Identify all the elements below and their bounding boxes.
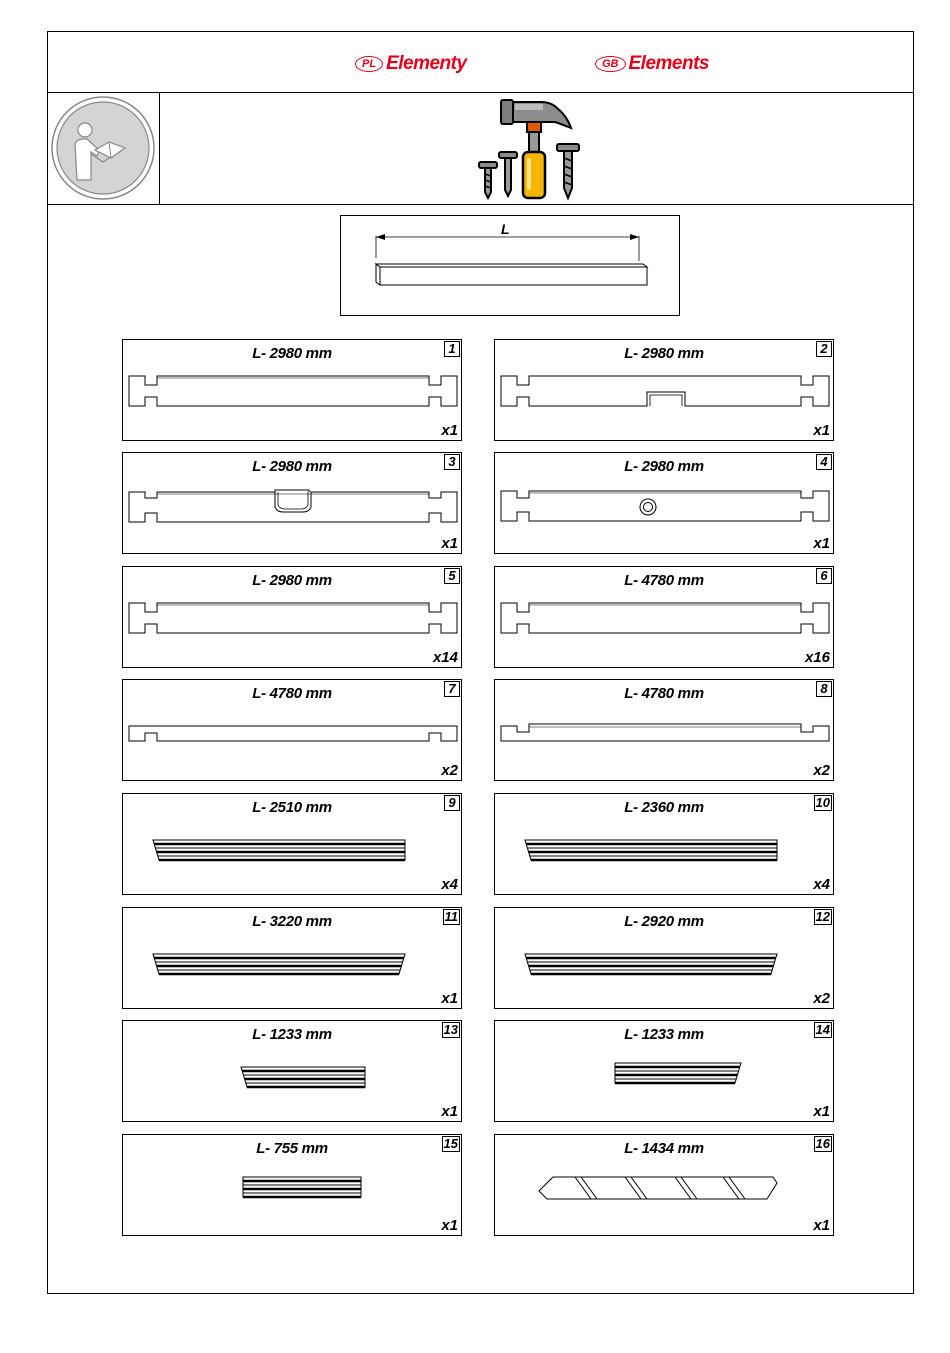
part-number: 9 [444,795,460,811]
part-number: 7 [444,681,460,697]
part-card [122,1020,462,1122]
language-word: Elementy [386,53,467,74]
part-quantity: x2 [441,762,458,779]
part-number: 4 [816,454,832,470]
part-card [494,339,834,441]
part-quantity: x4 [441,876,458,893]
part-length: L- 2510 mm [252,799,332,816]
part-card [494,907,834,1009]
part-quantity: x1 [813,1103,830,1120]
part-quantity: x1 [441,1217,458,1234]
part-card [122,793,462,895]
part-quantity: x1 [441,422,458,439]
part-number: 12 [815,909,830,924]
part-card [122,1134,462,1236]
icon-row [47,92,914,205]
part-length: L- 2980 mm [624,458,704,475]
language-code-badge: GB [595,56,626,72]
part-number: 13 [443,1022,458,1037]
manual-cell [47,92,160,204]
part-card [494,679,834,781]
part-number: 14 [815,1022,830,1037]
part-length: L- 4780 mm [624,685,704,702]
part-number: 10 [815,795,830,810]
part-card [122,907,462,1009]
part-length: L- 3220 mm [252,913,332,930]
part-number: 15 [443,1136,458,1151]
part-length: L- 1233 mm [624,1026,704,1043]
part-quantity: x14 [432,649,458,666]
part-length: L- 2920 mm [624,913,704,930]
part-quantity: x1 [441,1103,458,1120]
part-length: L- 2980 mm [252,572,332,589]
part-length: L- 2980 mm [252,458,332,475]
language-word: Elements [628,53,709,74]
part-quantity: x1 [813,535,830,552]
part-length: L- 1233 mm [252,1026,332,1043]
language-code-badge: PL [355,56,383,72]
part-number: 2 [816,341,832,357]
part-quantity: x1 [441,990,458,1007]
part-length: L- 4780 mm [624,572,704,589]
part-number: 1 [444,341,460,357]
part-quantity: x2 [813,990,830,1007]
part-quantity: x1 [813,422,830,439]
language-label-pl [355,53,467,75]
part-length: L- 4780 mm [252,685,332,702]
part-quantity: x16 [804,649,830,666]
part-card [122,339,462,441]
hammer-and-nails-icon [477,96,587,202]
part-length: L- 755 mm [256,1140,328,1157]
language-label-gb [595,53,709,75]
part-card [122,566,462,668]
part-card [494,566,834,668]
part-number: 3 [444,454,460,470]
part-card [494,452,834,554]
part-quantity: x1 [441,535,458,552]
part-card [494,1134,834,1236]
part-length: L- 2980 mm [252,345,332,362]
part-card [494,793,834,895]
part-quantity: x4 [813,876,830,893]
part-number: 16 [815,1136,830,1151]
part-number: 5 [444,568,460,584]
dimension-label: L [501,221,510,237]
part-number: 8 [816,681,832,697]
part-card [122,679,462,781]
part-card [122,452,462,554]
read-manual-icon [47,92,159,204]
part-length: L- 2980 mm [624,345,704,362]
part-card [494,1020,834,1122]
part-length: L- 1434 mm [624,1140,704,1157]
part-number: 6 [816,568,832,584]
part-length: L- 2360 mm [624,799,704,816]
part-quantity: x2 [813,762,830,779]
board-overview-diagram [340,215,680,316]
part-quantity: x1 [813,1217,830,1234]
header-row [47,31,914,93]
board-overview-drawing [341,216,681,317]
part-number: 11 [444,909,458,924]
